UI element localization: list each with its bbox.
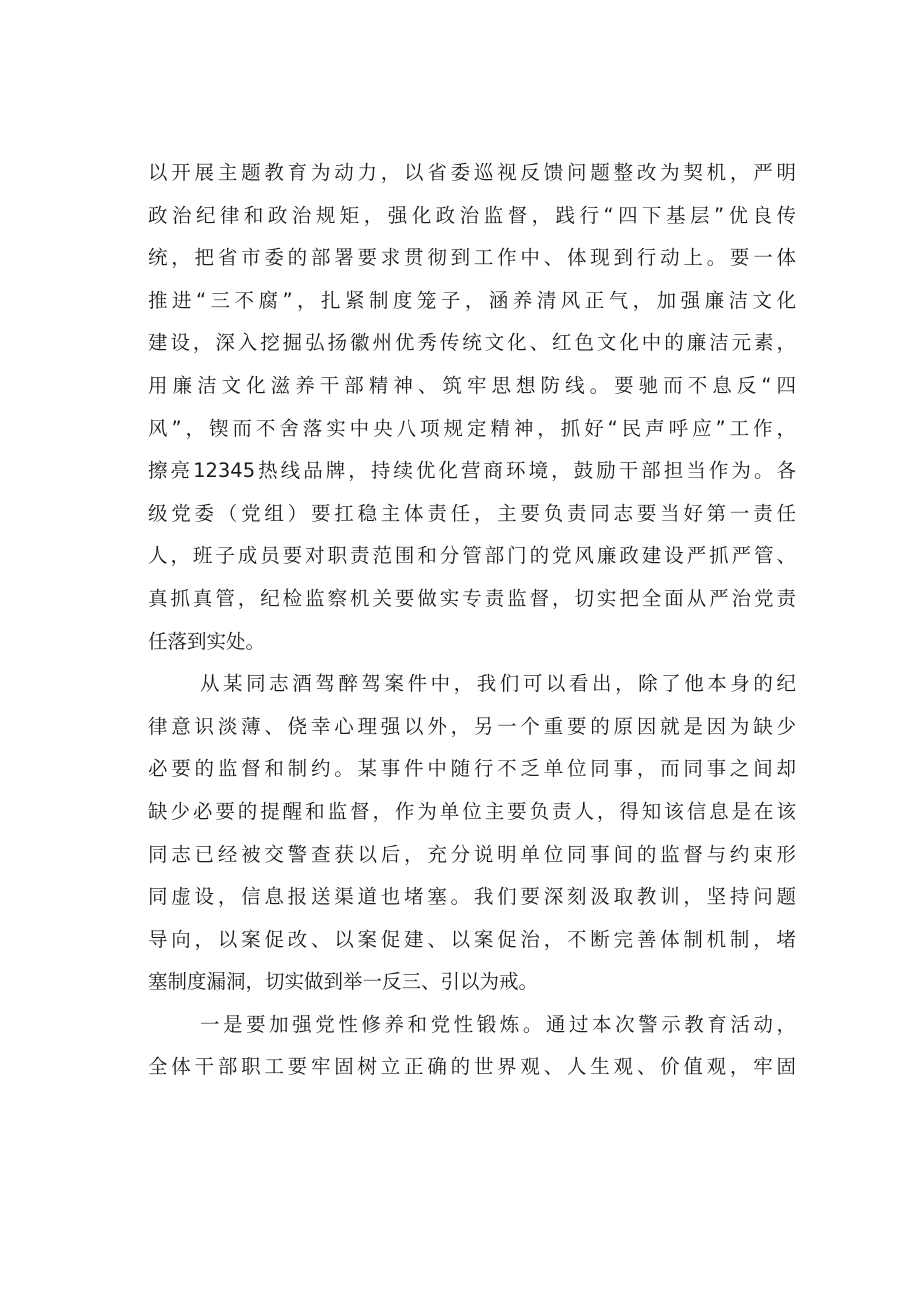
paragraph-2	[148, 663, 796, 1004]
text-line: 必要的监督和制约。某事件中随行不乏单位同事，而同事之间却	[148, 757, 796, 781]
text-line: 用廉洁文化滋养干部精神、筑牢思想防线。要驰而不息反“四	[148, 373, 796, 397]
paragraph-1	[148, 152, 796, 663]
text-line: 律意识淡薄、侥幸心理强以外，另一个重要的原因就是因为缺少	[148, 714, 796, 738]
text-line: 擦亮12345热线品牌，持续优化营商环境，鼓励干部担当作为。各	[148, 459, 796, 483]
text-line: 一是要加强党性修养和党性锻炼。通过本次警示教育活动，	[200, 1012, 796, 1036]
text-line: 同志已经被交警查获以后，充分说明单位同事间的监督与约束形	[148, 842, 796, 866]
text-line: 从某同志酒驾醉驾案件中，我们可以看出，除了他本身的纪	[200, 672, 796, 696]
text-line: 建设，深入挖掘弘扬徽州优秀传统文化、红色文化中的廉洁元素，	[148, 331, 796, 355]
text-line: 以开展主题教育为动力，以省委巡视反馈问题整改为契机，严明	[148, 161, 796, 184]
text-line: 政治纪律和政治规矩，强化政治监督，践行“四下基层”优良传	[148, 203, 796, 227]
document-body	[148, 152, 796, 1089]
text-line: 同虚设，信息报送渠道也堵塞。我们要深刻汲取教训，坚持问题	[148, 885, 796, 909]
text-line: 任落到实处。	[148, 629, 266, 653]
text-line: 塞制度漏洞，切实做到举一反三、引以为戒。	[148, 970, 539, 994]
text-line: 统，把省市委的部署要求贯彻到工作中、体现到行动上。要一体	[148, 246, 796, 270]
text-line: 真抓真管，纪检监察机关要做实专责监督，切实把全面从严治党责	[148, 586, 796, 610]
text-line: 人，班子成员要对职责范围和分管部门的党风廉政建设严抓严管、	[148, 544, 796, 568]
text-line: 级党委（党组）要扛稳主体责任，主要负责同志要当好第一责任	[148, 501, 796, 525]
paragraph-3	[148, 1004, 796, 1089]
text-line: 风”，锲而不舍落实中央八项规定精神，抓好“民声呼应”工作，	[148, 416, 796, 440]
text-line: 全体干部职工要牢固树立正确的世界观、人生观、价值观，牢固	[148, 1055, 796, 1079]
text-line: 推进“三不腐”，扎紧制度笼子，涵养清风正气，加强廉洁文化	[148, 288, 796, 312]
text-line: 缺少必要的提醒和监督，作为单位主要负责人，得知该信息是在该	[148, 799, 796, 823]
text-line: 导向，以案促改、以案促建、以案促治，不断完善体制机制，堵	[148, 927, 796, 951]
